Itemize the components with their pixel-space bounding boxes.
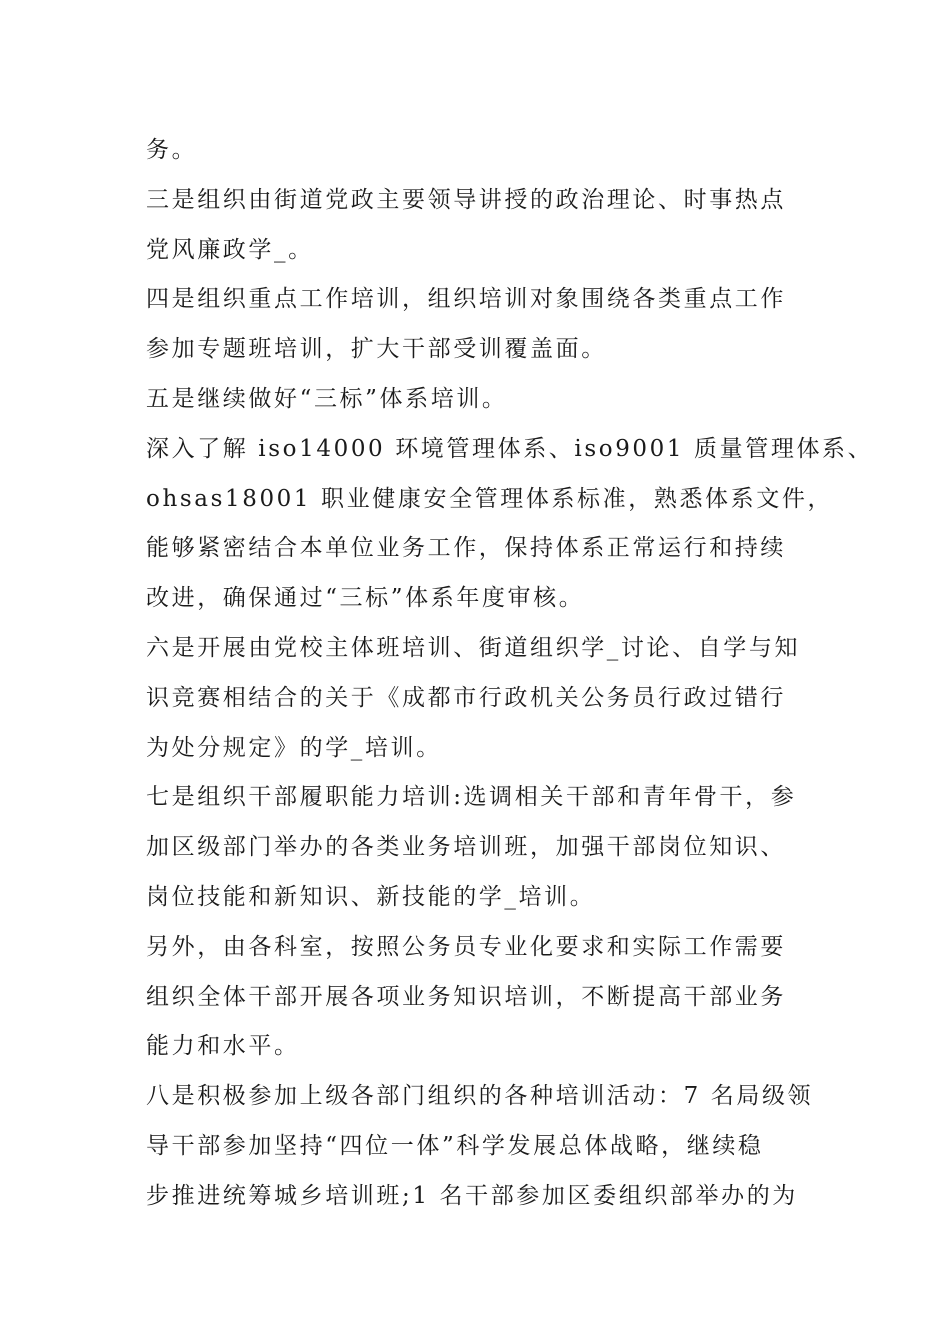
text-line: 五是继续做好“三标”体系培训。 <box>146 385 508 412</box>
text-line: 识竞赛相结合的关于《成都市行政机关公务员行政过错行 <box>146 684 786 711</box>
text-line: 六是开展由党校主体班培训、街道组织学_讨论、自学与知 <box>146 634 801 661</box>
text-line: 四是组织重点工作培训，组织培训对象围绕各类重点工作 <box>146 286 786 313</box>
text-line: 务。 <box>146 137 198 163</box>
text-line: 深入了解 iso14000 环境管理体系、iso9001 质量管理体系、 <box>146 435 874 462</box>
text-line: 组织全体干部开展各项业务知识培训，不断提高干部业务 <box>146 983 786 1010</box>
body-text <box>146 126 874 1222</box>
text-line: 加区级部门举办的各类业务培训班，加强干部岗位知识、 <box>146 834 786 861</box>
text-line: 能力和水平。 <box>146 1033 300 1060</box>
text-line: 三是组织由街道党政主要领导讲授的政治理论、时事热点 <box>146 186 786 213</box>
text-line: 参加专题班培训，扩大干部受训覆盖面。 <box>146 336 607 363</box>
text-line: 党风廉政学_。 <box>146 236 314 263</box>
text-line: 导干部参加坚持“四位一体”科学发展总体战略，继续稳 <box>146 1132 764 1159</box>
text-line: 另外，由各科室，按照公务员专业化要求和实际工作需要 <box>146 933 786 960</box>
text-line: 能够紧密结合本单位业务工作，保持体系正常运行和持续 <box>146 535 786 562</box>
text-line: 为处分规定》的学_培训。 <box>146 734 442 761</box>
text-line: 步推进统筹城乡培训班;1 名干部参加区委组织部举办的为 <box>146 1182 798 1209</box>
text-line: ohsas18001 职业健康安全管理体系标准，熟悉体系文件， <box>146 485 834 512</box>
text-line: 改进，确保通过“三标”体系年度审核。 <box>146 585 585 612</box>
text-line: 八是积极参加上级各部门组织的各种培训活动：7 名局级领 <box>146 1083 814 1110</box>
text-line: 岗位技能和新知识、新技能的学_培训。 <box>146 883 596 910</box>
text-line: 七是组织干部履职能力培训:选调相关干部和青年骨干，参 <box>146 784 797 811</box>
